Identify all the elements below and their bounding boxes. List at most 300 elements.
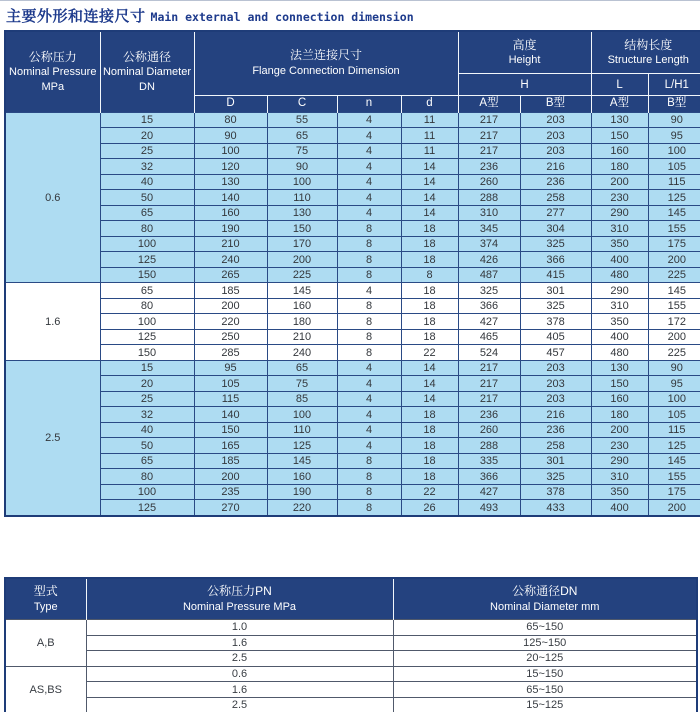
dimension-cell: 260 — [458, 174, 520, 190]
dimension-cell: 180 — [591, 407, 648, 423]
table-row — [5, 236, 700, 252]
dimension-cell: 493 — [458, 500, 520, 516]
type-group-label: A,B — [5, 620, 86, 667]
pressure-range-cell: 1.6 — [86, 635, 393, 651]
dimension-cell: 100 — [648, 143, 700, 159]
dimension-cell: 288 — [458, 438, 520, 454]
table-row — [5, 267, 700, 283]
header-height-type-b: B型 — [520, 95, 591, 112]
dimension-cell: 130 — [591, 112, 648, 128]
dimension-cell: 100 — [267, 174, 337, 190]
page-title — [6, 5, 414, 26]
dimension-cell: 4 — [337, 360, 401, 376]
dimension-cell: 310 — [591, 298, 648, 314]
header-length-type-a: A型 — [591, 95, 648, 112]
dimension-cell: 200 — [194, 298, 267, 314]
dimension-cell: 200 — [648, 329, 700, 345]
dimension-cell: 236 — [520, 174, 591, 190]
header-nominal-diameter-unit: DN — [139, 80, 155, 93]
pressure-range-cell: 1.0 — [86, 620, 393, 636]
dimension-cell: 217 — [458, 360, 520, 376]
dimension-cell: 190 — [194, 221, 267, 237]
dimension-cell: 8 — [337, 345, 401, 361]
dimension-cell: 14 — [401, 205, 458, 221]
dimension-cell: 140 — [194, 407, 267, 423]
dimension-cell: 8 — [337, 329, 401, 345]
dimension-cell: 210 — [194, 236, 267, 252]
dimension-cell: 8 — [337, 314, 401, 330]
dimension-cell: 18 — [401, 329, 458, 345]
pressure-range-cell: 2.5 — [86, 697, 393, 712]
dimension-cell: 225 — [267, 267, 337, 283]
dimension-cell: 22 — [401, 345, 458, 361]
dimension-cell: 203 — [520, 143, 591, 159]
dimension-cell: 110 — [267, 190, 337, 206]
dimension-cell: 95 — [648, 376, 700, 392]
dimension-cell: 203 — [520, 128, 591, 144]
dimension-cell: 115 — [648, 422, 700, 438]
dimension-cell: 18 — [401, 236, 458, 252]
dimension-cell: 120 — [194, 159, 267, 175]
dimension-cell: 325 — [458, 283, 520, 299]
dimension-cell: 335 — [458, 453, 520, 469]
dimension-cell: 20 — [100, 376, 194, 392]
dimension-cell: 145 — [267, 283, 337, 299]
pressure-range-cell: 2.5 — [86, 651, 393, 667]
dimension-cell: 80 — [100, 298, 194, 314]
dimension-cell: 217 — [458, 391, 520, 407]
dimension-cell: 405 — [520, 329, 591, 345]
dimension-cell: 301 — [520, 453, 591, 469]
diameter-range-cell: 20~125 — [393, 651, 697, 667]
header-nominal-pressure — [5, 31, 100, 112]
dimension-cell: 50 — [100, 190, 194, 206]
table-row — [5, 252, 700, 268]
dimension-cell: 125 — [648, 438, 700, 454]
dimension-cell: 4 — [337, 422, 401, 438]
dimension-cell: 110 — [267, 422, 337, 438]
dimension-cell: 415 — [520, 267, 591, 283]
dimension-cell: 40 — [100, 174, 194, 190]
dimension-cell: 18 — [401, 221, 458, 237]
dimension-cell: 18 — [401, 438, 458, 454]
dimension-cell: 11 — [401, 112, 458, 128]
dimension-cell: 400 — [591, 252, 648, 268]
header-height-zh: 高度 — [512, 37, 537, 52]
dimension-cell: 32 — [100, 407, 194, 423]
dimension-cell: 175 — [648, 236, 700, 252]
dimension-cell: 75 — [267, 376, 337, 392]
dimension-cell: 14 — [401, 174, 458, 190]
dimension-cell: 155 — [648, 221, 700, 237]
dimension-cell: 105 — [194, 376, 267, 392]
dimension-cell: 304 — [520, 221, 591, 237]
dimension-cell: 236 — [458, 407, 520, 423]
dimension-cell: 14 — [401, 360, 458, 376]
table-row — [5, 314, 700, 330]
page-title-en: Main external and connection dimension — [150, 10, 414, 24]
table-row — [5, 283, 700, 299]
dimension-cell: 25 — [100, 143, 194, 159]
header-l: L — [591, 74, 648, 96]
dimension-cell: 250 — [194, 329, 267, 345]
dimension-cell: 160 — [591, 143, 648, 159]
dimension-cell: 150 — [100, 345, 194, 361]
dimension-cell: 217 — [458, 128, 520, 144]
dimension-cell: 301 — [520, 283, 591, 299]
dimension-cell: 426 — [458, 252, 520, 268]
dimension-cell: 258 — [520, 438, 591, 454]
dimension-cell: 65 — [100, 283, 194, 299]
diameter-range-cell: 65~150 — [393, 620, 697, 636]
dimension-cell: 465 — [458, 329, 520, 345]
table-row — [5, 666, 697, 682]
header-nominal-pressure-unit: MPa — [41, 80, 65, 93]
dimension-cell: 216 — [520, 407, 591, 423]
dimension-cell: 487 — [458, 267, 520, 283]
dimension-cell: 4 — [337, 376, 401, 392]
dimension-cell: 8 — [337, 298, 401, 314]
dimension-cell: 11 — [401, 143, 458, 159]
dimension-cell: 90 — [648, 112, 700, 128]
dimension-cell: 203 — [520, 360, 591, 376]
table-row — [5, 422, 700, 438]
dimension-cell: 285 — [194, 345, 267, 361]
dimension-cell: 225 — [648, 267, 700, 283]
diameter-range-cell: 65~150 — [393, 682, 697, 698]
dimension-cell: 18 — [401, 453, 458, 469]
table-row — [5, 190, 700, 206]
dimension-cell: 50 — [100, 438, 194, 454]
table-row — [5, 159, 700, 175]
dimension-cell: 150 — [591, 376, 648, 392]
dimension-cell: 130 — [267, 205, 337, 221]
dimension-cell: 14 — [401, 159, 458, 175]
dimension-cell: 325 — [520, 236, 591, 252]
dimension-cell: 130 — [194, 174, 267, 190]
table-row — [5, 128, 700, 144]
dimension-cell: 200 — [648, 500, 700, 516]
dimension-cell: 145 — [267, 453, 337, 469]
dimension-cell: 80 — [100, 469, 194, 485]
dimension-cell: 230 — [591, 438, 648, 454]
dimension-cell: 175 — [648, 484, 700, 500]
table-row — [5, 438, 700, 454]
dimension-cell: 15 — [100, 112, 194, 128]
dimension-cell: 310 — [591, 221, 648, 237]
table-row — [5, 469, 700, 485]
dimension-cell: 200 — [648, 252, 700, 268]
dimension-cell: 190 — [267, 484, 337, 500]
dimension-cell: 203 — [520, 112, 591, 128]
dimension-cell: 14 — [401, 391, 458, 407]
dimension-cell: 14 — [401, 376, 458, 392]
dimension-cell: 90 — [194, 128, 267, 144]
dimension-cell: 290 — [591, 283, 648, 299]
header-height-type-a: A型 — [458, 95, 520, 112]
dimension-cell: 4 — [337, 159, 401, 175]
dimension-cell: 260 — [458, 422, 520, 438]
dimension-cell: 130 — [591, 360, 648, 376]
dimension-cell: 125 — [100, 329, 194, 345]
table-row — [5, 391, 700, 407]
header-nominal-diameter-zh: 公称通径 — [122, 49, 171, 64]
table-row — [5, 143, 700, 159]
diameter-range-cell: 125~150 — [393, 635, 697, 651]
dimension-cell: 125 — [648, 190, 700, 206]
dimension-cell: 18 — [401, 469, 458, 485]
pressure-group-label: 1.6 — [5, 283, 100, 361]
dimension-cell: 145 — [648, 283, 700, 299]
header-h: H — [458, 74, 591, 96]
dimension-cell: 180 — [267, 314, 337, 330]
dimension-cell: 310 — [591, 469, 648, 485]
dimension-cell: 258 — [520, 190, 591, 206]
dimension-cell: 457 — [520, 345, 591, 361]
dimension-cell: 150 — [267, 221, 337, 237]
dimension-cell: 115 — [194, 391, 267, 407]
dimension-cell: 100 — [100, 314, 194, 330]
dimension-cell: 230 — [591, 190, 648, 206]
dimension-cell: 180 — [591, 159, 648, 175]
table-row — [5, 453, 700, 469]
dimension-cell: 200 — [194, 469, 267, 485]
dimension-cell: 203 — [520, 391, 591, 407]
dimension-cell: 4 — [337, 391, 401, 407]
header-type-en: Type — [33, 600, 58, 613]
header-pn — [86, 578, 393, 620]
dimension-cell: 217 — [458, 143, 520, 159]
dimension-cell: 350 — [591, 314, 648, 330]
header-nominal-pressure-zh: 公称压力 — [28, 49, 77, 64]
dimension-cell: 100 — [267, 407, 337, 423]
dimension-cell: 8 — [337, 236, 401, 252]
dimension-cell: 4 — [337, 407, 401, 423]
dimension-cell: 4 — [337, 174, 401, 190]
dimension-cell: 288 — [458, 190, 520, 206]
dimension-cell: 145 — [648, 205, 700, 221]
dimension-cell: 100 — [100, 236, 194, 252]
dimension-cell: 345 — [458, 221, 520, 237]
table-row — [5, 360, 700, 376]
dimension-cell: 160 — [267, 469, 337, 485]
dimension-cell: 217 — [458, 112, 520, 128]
dimension-cell: 185 — [194, 453, 267, 469]
dimension-cell: 18 — [401, 422, 458, 438]
dimension-cell: 236 — [458, 159, 520, 175]
header-flange-dimension — [194, 31, 458, 95]
header-length-type-b: B型 — [648, 95, 700, 112]
pressure-group-label: 2.5 — [5, 360, 100, 516]
dimension-cell: 374 — [458, 236, 520, 252]
table-row — [5, 697, 697, 712]
dimension-cell: 90 — [267, 159, 337, 175]
dimension-cell: 125 — [100, 500, 194, 516]
dimension-cell: 325 — [520, 298, 591, 314]
table-row — [5, 174, 700, 190]
dimension-cell: 4 — [337, 190, 401, 206]
dimension-cell: 160 — [194, 205, 267, 221]
dimension-cell: 240 — [194, 252, 267, 268]
dimension-cell: 155 — [648, 298, 700, 314]
pressure-group-label: 0.6 — [5, 112, 100, 283]
dimension-cell: 80 — [100, 221, 194, 237]
header-flange-en: Flange Connection Dimension — [252, 65, 400, 78]
table-row — [5, 345, 700, 361]
dimension-cell: 220 — [267, 500, 337, 516]
dimension-cell: 11 — [401, 128, 458, 144]
dimension-cell: 8 — [337, 267, 401, 283]
type-table — [4, 577, 698, 712]
dimension-cell: 277 — [520, 205, 591, 221]
dimension-cell: 200 — [591, 174, 648, 190]
header-nominal-diameter-en: Nominal Diameter — [102, 66, 192, 79]
header-nominal-diameter — [100, 31, 194, 112]
table-row — [5, 329, 700, 345]
dimension-cell: 433 — [520, 500, 591, 516]
dimension-cell: 4 — [337, 283, 401, 299]
dimension-cell: 4 — [337, 112, 401, 128]
dimension-cell: 165 — [194, 438, 267, 454]
dimension-cell: 55 — [267, 112, 337, 128]
header-col-c: C — [267, 95, 337, 112]
dimension-cell: 8 — [337, 453, 401, 469]
header-dn-en: Nominal Diameter mm — [490, 600, 600, 613]
table-row — [5, 112, 700, 128]
dimension-cell: 65 — [100, 205, 194, 221]
dimension-cell: 8 — [337, 221, 401, 237]
dimension-cell: 18 — [401, 252, 458, 268]
dimension-cell: 8 — [337, 252, 401, 268]
table-row — [5, 298, 700, 314]
dimension-cell: 480 — [591, 267, 648, 283]
dimension-cell: 95 — [648, 128, 700, 144]
dimension-cell: 100 — [648, 391, 700, 407]
header-type-zh: 型式 — [33, 584, 58, 599]
dimension-cell: 160 — [591, 391, 648, 407]
dimension-cell: 203 — [520, 376, 591, 392]
dimension-cell: 32 — [100, 159, 194, 175]
diameter-range-cell: 15~125 — [393, 697, 697, 712]
dimension-cell: 115 — [648, 174, 700, 190]
dimension-cell: 125 — [100, 252, 194, 268]
dimension-cell: 14 — [401, 190, 458, 206]
dimension-cell: 150 — [100, 267, 194, 283]
header-flange-zh: 法兰连接尺寸 — [289, 48, 362, 63]
dimension-cell: 90 — [648, 360, 700, 376]
dimension-cell: 8 — [401, 267, 458, 283]
dimension-cell: 26 — [401, 500, 458, 516]
dimension-cell: 427 — [458, 314, 520, 330]
dimension-cell: 25 — [100, 391, 194, 407]
dimension-cell: 325 — [520, 469, 591, 485]
dimension-cell: 18 — [401, 283, 458, 299]
dimension-cell: 290 — [591, 453, 648, 469]
header-dn — [393, 578, 697, 620]
type-group-label: AS,BS — [5, 666, 86, 712]
dimension-cell: 366 — [458, 298, 520, 314]
dimension-cell: 20 — [100, 128, 194, 144]
dimension-cell: 270 — [194, 500, 267, 516]
dimension-cell: 125 — [267, 438, 337, 454]
dimension-cell: 40 — [100, 422, 194, 438]
dimension-cell: 85 — [267, 391, 337, 407]
dimension-cell: 65 — [267, 360, 337, 376]
dimension-cell: 8 — [337, 484, 401, 500]
dimension-cell: 4 — [337, 143, 401, 159]
dimension-cell: 524 — [458, 345, 520, 361]
dimension-cell: 200 — [591, 422, 648, 438]
dimension-cell: 140 — [194, 190, 267, 206]
header-height — [458, 31, 591, 74]
dimension-cell: 18 — [401, 314, 458, 330]
table-row — [5, 635, 697, 651]
dimension-cell: 210 — [267, 329, 337, 345]
header-col-d-holes: d — [401, 95, 458, 112]
dimension-cell: 160 — [267, 298, 337, 314]
table-row — [5, 407, 700, 423]
header-structure-length — [591, 31, 700, 74]
table-row — [5, 376, 700, 392]
dimension-cell: 235 — [194, 484, 267, 500]
header-pn-en: Nominal Pressure MPa — [182, 600, 297, 613]
dimension-cell: 366 — [458, 469, 520, 485]
dimension-cell: 80 — [194, 112, 267, 128]
dimension-cell: 378 — [520, 314, 591, 330]
table-row — [5, 500, 700, 516]
table-row — [5, 205, 700, 221]
table-row — [5, 682, 697, 698]
dimension-cell: 4 — [337, 205, 401, 221]
dimension-cell: 105 — [648, 159, 700, 175]
dimension-cell: 225 — [648, 345, 700, 361]
dimension-cell: 95 — [194, 360, 267, 376]
dimension-cell: 200 — [267, 252, 337, 268]
dimension-cell: 15 — [100, 360, 194, 376]
header-pn-zh: 公称压力PN — [207, 584, 272, 599]
dimension-cell: 172 — [648, 314, 700, 330]
header-length-zh: 结构长度 — [624, 37, 673, 52]
header-nominal-pressure-en: Nominal Pressure — [9, 66, 97, 79]
dimension-cell: 400 — [591, 500, 648, 516]
dimension-cell: 18 — [401, 407, 458, 423]
dimension-table — [4, 30, 700, 517]
dimension-cell: 8 — [337, 469, 401, 485]
dimension-cell: 4 — [337, 438, 401, 454]
dimension-cell: 480 — [591, 345, 648, 361]
dimension-cell: 100 — [194, 143, 267, 159]
dimension-cell: 170 — [267, 236, 337, 252]
header-l-h1: L/H1 — [648, 74, 700, 96]
dimension-cell: 265 — [194, 267, 267, 283]
dimension-cell: 217 — [458, 376, 520, 392]
dimension-cell: 220 — [194, 314, 267, 330]
dimension-cell: 8 — [337, 500, 401, 516]
dimension-cell: 350 — [591, 484, 648, 500]
diameter-range-cell: 15~150 — [393, 666, 697, 682]
dimension-cell: 65 — [100, 453, 194, 469]
header-length-en: Structure Length — [607, 54, 689, 67]
dimension-cell: 65 — [267, 128, 337, 144]
dimension-cell: 350 — [591, 236, 648, 252]
dimension-cell: 22 — [401, 484, 458, 500]
dimension-cell: 216 — [520, 159, 591, 175]
dimension-cell: 18 — [401, 298, 458, 314]
top-divider — [0, 0, 700, 1]
dimension-cell: 100 — [100, 484, 194, 500]
dimension-cell: 185 — [194, 283, 267, 299]
dimension-cell: 75 — [267, 143, 337, 159]
